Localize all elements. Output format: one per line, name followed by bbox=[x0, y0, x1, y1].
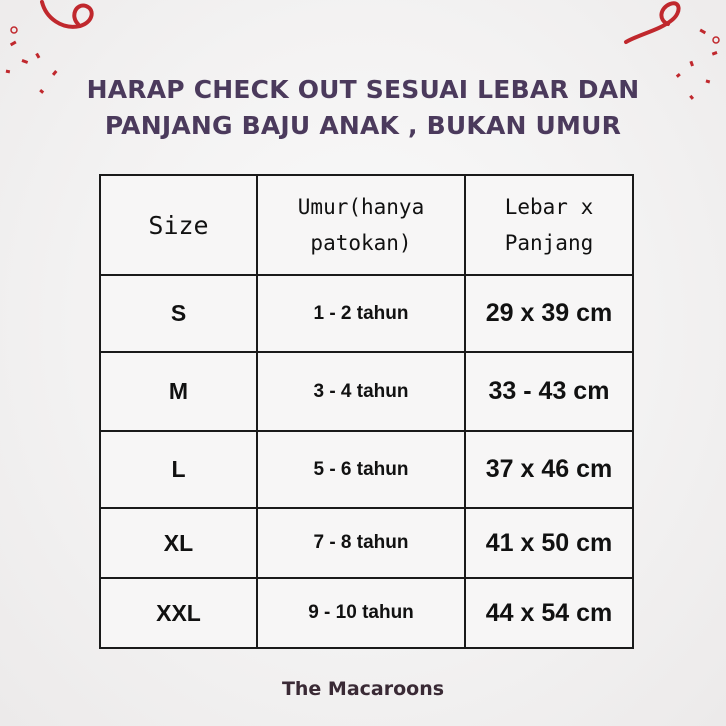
size-cell: L bbox=[100, 431, 257, 508]
ribbon-top-right bbox=[626, 3, 679, 42]
confetti-piece bbox=[21, 59, 28, 64]
confetti-ring bbox=[11, 27, 17, 33]
header-age-line-2: patokan) bbox=[310, 231, 412, 255]
confetti-piece bbox=[10, 41, 17, 47]
header-dimensions bbox=[465, 175, 633, 275]
dimension-cell: 44 x 54 cm bbox=[465, 578, 633, 648]
header-age-line-1: Umur(hanya bbox=[297, 195, 425, 219]
dimension-cell: 33 - 43 cm bbox=[465, 352, 633, 431]
confetti-piece bbox=[712, 51, 718, 56]
title-line-2: PANJANG BAJU ANAK , BUKAN UMUR bbox=[104, 111, 622, 140]
header-dim-line-1: Lebar x bbox=[504, 195, 594, 219]
table-row bbox=[100, 431, 633, 508]
table-row bbox=[100, 578, 633, 648]
brand-footer: The Macaroons bbox=[281, 678, 445, 700]
table-row bbox=[100, 275, 633, 352]
table-row bbox=[100, 508, 633, 578]
dimension-cell: 29 x 39 cm bbox=[465, 275, 633, 352]
age-cell: 5 - 6 tahun bbox=[257, 431, 465, 508]
size-cell: S bbox=[100, 275, 257, 352]
header-age bbox=[257, 175, 465, 275]
confetti-ring bbox=[713, 37, 719, 43]
age-cell: 3 - 4 tahun bbox=[257, 352, 465, 431]
confetti-piece bbox=[699, 29, 706, 35]
header-size: Size bbox=[100, 175, 257, 275]
header-dim-line-2: Panjang bbox=[504, 231, 594, 255]
age-cell: 7 - 8 tahun bbox=[257, 508, 465, 578]
dimension-cell: 37 x 46 cm bbox=[465, 431, 633, 508]
size-cell: XXL bbox=[100, 578, 257, 648]
age-cell: 9 - 10 tahun bbox=[257, 578, 465, 648]
size-cell: M bbox=[100, 352, 257, 431]
age-cell: 1 - 2 tahun bbox=[257, 275, 465, 352]
page-title bbox=[0, 72, 726, 144]
title-line-1: HARAP CHECK OUT SESUAI LEBAR DAN bbox=[86, 75, 640, 104]
confetti-piece bbox=[35, 53, 40, 59]
size-cell: XL bbox=[100, 508, 257, 578]
table-header-row bbox=[100, 175, 633, 275]
confetti-piece bbox=[689, 61, 694, 67]
table-row bbox=[100, 352, 633, 431]
ribbon-top-left bbox=[42, 2, 92, 27]
dimension-cell: 41 x 50 cm bbox=[465, 508, 633, 578]
size-chart-table bbox=[99, 174, 634, 649]
